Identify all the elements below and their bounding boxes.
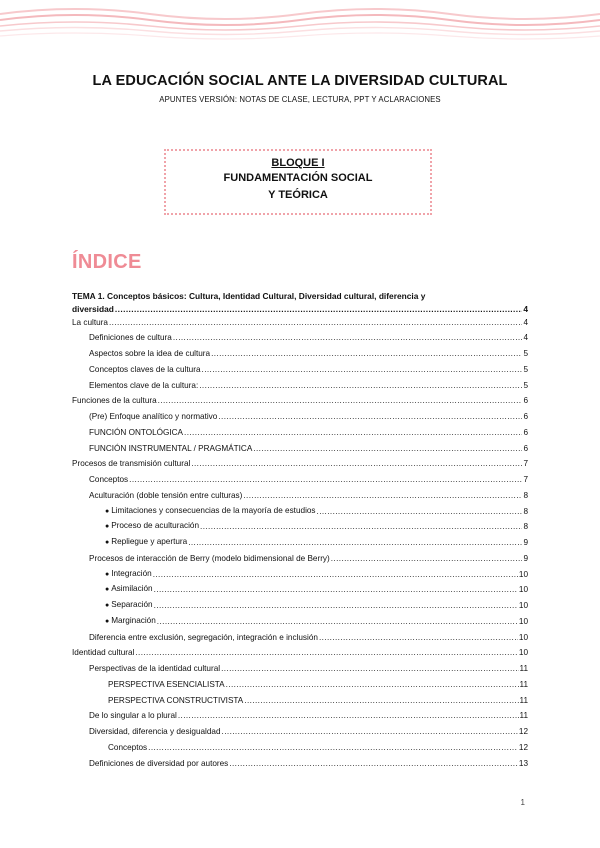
toc-entry-page: 9 xyxy=(523,553,528,563)
toc-heading-line2: diversidad xyxy=(72,303,114,314)
block-label: BLOQUE I xyxy=(271,157,325,169)
toc-entry[interactable] xyxy=(72,724,528,740)
toc-entry-page: 6 xyxy=(523,396,528,406)
toc-entry[interactable] xyxy=(72,630,528,646)
toc-entry[interactable] xyxy=(72,567,528,583)
toc-entry[interactable] xyxy=(72,330,528,346)
toc-entry[interactable] xyxy=(72,551,528,567)
toc-entry-page: 8 xyxy=(523,506,528,516)
toc-heading[interactable] xyxy=(72,291,528,315)
toc-entry-page: 5 xyxy=(523,364,528,374)
toc-entry[interactable] xyxy=(72,425,528,441)
toc-entry-title: Conceptos xyxy=(108,742,148,752)
toc-entry-page: 10 xyxy=(518,585,528,595)
toc-entry[interactable] xyxy=(72,393,528,409)
toc-entry-page: 7 xyxy=(523,459,528,469)
toc-entry[interactable] xyxy=(72,708,528,724)
toc-entry[interactable] xyxy=(72,756,528,772)
decorative-waves xyxy=(0,0,600,50)
toc-entry[interactable] xyxy=(72,661,528,677)
toc-entry-title: Conceptos claves de la cultura xyxy=(89,364,201,374)
toc-entry-page: 10 xyxy=(518,569,528,579)
toc-entry[interactable] xyxy=(72,535,528,551)
toc-entry-page: 13 xyxy=(518,758,528,768)
toc-entry-page: 11 xyxy=(519,695,528,705)
toc-entry-page: 4 xyxy=(523,317,528,327)
document-subtitle: APUNTES VERSIÓN: NOTAS DE CLASE, LECTURA, PPT Y ACLARACIONES xyxy=(159,95,441,104)
toc-entry[interactable] xyxy=(72,315,528,331)
toc-entry-title: ● Asimilación xyxy=(105,581,153,598)
index-title: ÍNDICE xyxy=(72,251,142,273)
toc-entry-title: ● Integración xyxy=(105,566,152,583)
toc-entry-page: 6 xyxy=(523,443,528,453)
toc-entry-title: Perspectivas de la identidad cultural xyxy=(89,664,221,673)
toc-entry-page: 8 xyxy=(523,522,528,532)
toc-entry-title: Conceptos xyxy=(89,475,129,484)
toc-entry-page: 5 xyxy=(523,380,528,390)
toc-entry[interactable] xyxy=(72,441,528,457)
toc-entry[interactable] xyxy=(72,504,528,520)
block-title-line1: FUNDAMENTACIÓN SOCIAL xyxy=(223,172,373,184)
toc-entry-page: 10 xyxy=(518,648,528,658)
toc-entry-title: FUNCIÓN ONTOLÓGICA xyxy=(89,427,184,437)
toc-entry-title: Elementos clave de la cultura: xyxy=(89,380,199,390)
toc-entry-title: Definiciones de cultura xyxy=(89,333,172,343)
toc-entry[interactable] xyxy=(72,456,528,472)
toc-entry-title: Aspectos sobre la idea de cultura xyxy=(89,349,211,358)
document-title: LA EDUCACIÓN SOCIAL ANTE LA DIVERSIDAD CULTURAL xyxy=(92,73,508,89)
toc-entry-page: 7 xyxy=(523,475,528,484)
toc-entry[interactable] xyxy=(72,693,528,709)
toc-entry[interactable] xyxy=(72,409,528,425)
toc-entry-page: 10 xyxy=(518,616,528,626)
toc-entry-title: FUNCIÓN INSTRUMENTAL / PRAGMÁTICA xyxy=(89,443,253,453)
toc-entry-title: ● Marginación xyxy=(105,613,156,630)
toc-entry-page: 10 xyxy=(518,601,528,610)
toc-entry-page: 5 xyxy=(523,349,528,358)
toc-entry[interactable] xyxy=(72,378,528,394)
toc-entry[interactable] xyxy=(72,472,528,488)
toc-entry-title: Diferencia entre exclusión, segregación, integración e inclusión xyxy=(89,632,318,642)
toc-entry-title: (Pre) Enfoque analítico y normativo xyxy=(89,412,218,421)
toc-entry-title: Procesos de transmisión cultural xyxy=(72,459,191,469)
toc-entry[interactable] xyxy=(72,598,528,614)
toc-entry-page: 4 xyxy=(523,333,528,343)
toc-entry[interactable] xyxy=(72,362,528,378)
toc-entry-page: 12 xyxy=(518,742,528,752)
toc-entry-page: 11 xyxy=(519,664,528,673)
toc-entry-title: De lo singular a lo plural xyxy=(89,711,177,721)
toc-entry-title: ● Separación xyxy=(105,597,153,614)
toc-entry-title: Diversidad, diferencia y desigualdad xyxy=(89,727,221,736)
toc-entry-page: 6 xyxy=(523,427,528,437)
toc-entry-title: Procesos de interacción de Berry (modelo bidimensional de Berry) xyxy=(89,553,330,563)
toc-entry-title: Definiciones de diversidad por autores xyxy=(89,758,229,768)
table-of-contents xyxy=(72,291,528,771)
toc-entry[interactable] xyxy=(72,346,528,362)
toc-entry[interactable] xyxy=(72,519,528,535)
toc-heading-page: 4 xyxy=(523,303,528,314)
toc-entry-page: 9 xyxy=(523,538,528,547)
toc-entry-page: 11 xyxy=(519,679,528,689)
toc-entry-title: ● Repliegue y apertura xyxy=(105,534,187,551)
toc-heading-line1: TEMA 1. Conceptos básicos: Cultura, Identidad Cultural, Diversidad cultural, diferencia y xyxy=(72,291,426,301)
toc-entry-title: Funciones de la cultura xyxy=(72,396,157,406)
toc-entry-page: 6 xyxy=(523,412,528,421)
toc-entry-title: Aculturación (doble tensión entre culturas) xyxy=(89,490,243,500)
toc-entry-page: 8 xyxy=(523,490,528,500)
toc-entry[interactable] xyxy=(72,582,528,598)
toc-entry-title: La cultura xyxy=(72,317,108,327)
toc-entry[interactable] xyxy=(72,740,528,756)
toc-entry-page: 12 xyxy=(518,727,528,736)
toc-entry-page: 11 xyxy=(519,711,528,721)
page-number: 1 xyxy=(520,798,525,807)
toc-entry-title: PERSPECTIVA ESENCIALISTA xyxy=(108,679,225,689)
toc-entry[interactable] xyxy=(72,614,528,630)
toc-entry[interactable] xyxy=(72,488,528,504)
toc-entries xyxy=(72,315,528,772)
toc-entry-title: ● Proceso de aculturación xyxy=(105,518,199,535)
toc-entry-page: 10 xyxy=(518,632,528,642)
toc-entry[interactable] xyxy=(72,677,528,693)
block-title-line2: Y TEÓRICA xyxy=(268,189,328,201)
toc-entry-title: ● Limitaciones y consecuencias de la mayoría de estudios xyxy=(105,503,316,520)
toc-entry-title: Identidad cultural xyxy=(72,648,135,658)
toc-entry[interactable] xyxy=(72,645,528,661)
toc-entry-title: PERSPECTIVA CONSTRUCTIVISTA xyxy=(108,695,244,705)
block-box xyxy=(164,149,432,215)
